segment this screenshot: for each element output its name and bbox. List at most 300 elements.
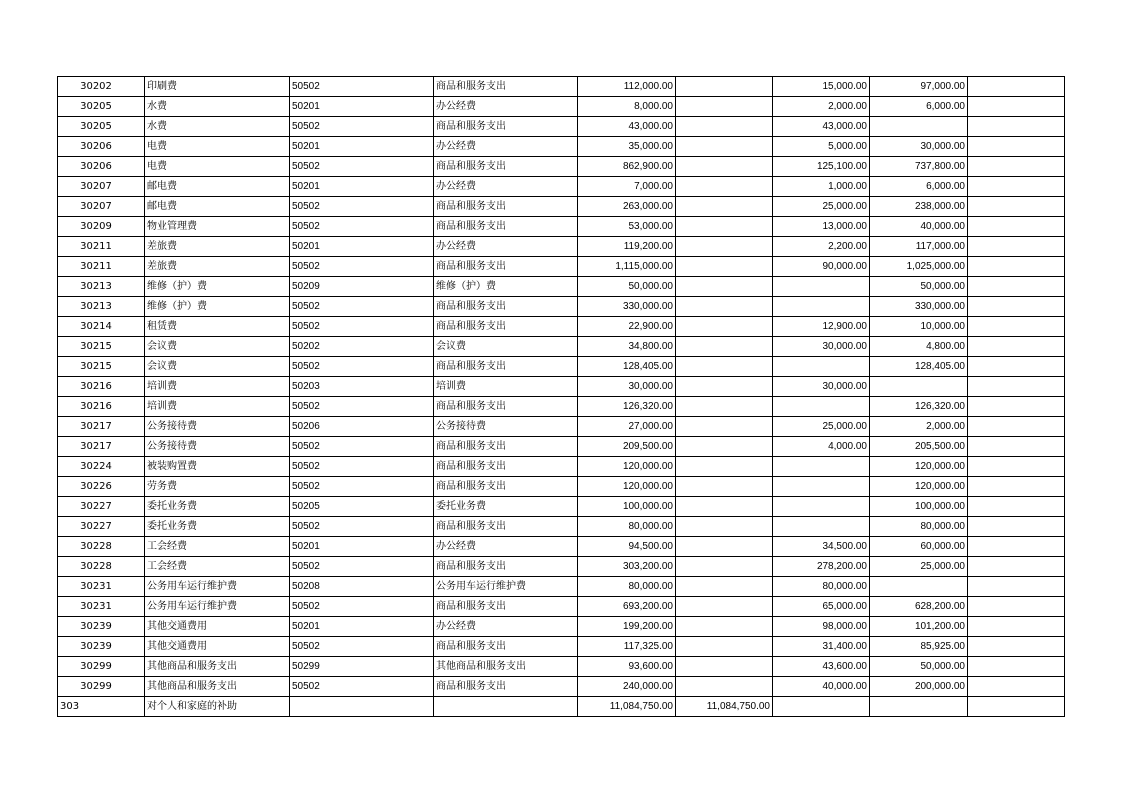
func-name-cell: 商品和服务支出 xyxy=(434,77,578,97)
econ-code-cell: 30228 xyxy=(58,557,145,577)
amount-col7-cell xyxy=(773,457,870,477)
table-row xyxy=(58,237,1065,257)
econ-code-cell: 30213 xyxy=(58,297,145,317)
econ-name-cell: 工会经费 xyxy=(145,537,290,557)
amount-col6-cell xyxy=(676,397,773,417)
amount-col7-cell: 80,000.00 xyxy=(773,577,870,597)
amount-col9-cell xyxy=(968,117,1065,137)
econ-name-cell: 邮电费 xyxy=(145,177,290,197)
amount-col8-cell: 4,800.00 xyxy=(870,337,968,357)
func-code-cell: 50201 xyxy=(290,97,434,117)
func-name-cell: 培训费 xyxy=(434,377,578,397)
amount-col7-cell xyxy=(773,357,870,377)
econ-code-cell: 30227 xyxy=(58,517,145,537)
table-row xyxy=(58,217,1065,237)
table-row xyxy=(58,577,1065,597)
amount-col9-cell xyxy=(968,437,1065,457)
func-code-cell: 50502 xyxy=(290,397,434,417)
amount-col8-cell: 120,000.00 xyxy=(870,457,968,477)
table-row xyxy=(58,617,1065,637)
func-name-cell: 商品和服务支出 xyxy=(434,397,578,417)
func-code-cell: 50206 xyxy=(290,417,434,437)
econ-name-cell: 委托业务费 xyxy=(145,517,290,537)
func-name-cell: 商品和服务支出 xyxy=(434,477,578,497)
amount-col7-cell: 30,000.00 xyxy=(773,337,870,357)
amount-col9-cell xyxy=(968,277,1065,297)
econ-name-cell: 会议费 xyxy=(145,357,290,377)
amount-col6-cell xyxy=(676,477,773,497)
table-row xyxy=(58,437,1065,457)
amount-col8-cell: 100,000.00 xyxy=(870,497,968,517)
table-row xyxy=(58,697,1065,717)
total-amount-cell: 11,084,750.00 xyxy=(578,697,676,717)
amount-col8-cell xyxy=(870,577,968,597)
econ-code-cell: 30209 xyxy=(58,217,145,237)
total-amount-cell: 43,000.00 xyxy=(578,117,676,137)
amount-col6-cell xyxy=(676,357,773,377)
amount-col8-cell: 85,925.00 xyxy=(870,637,968,657)
func-name-cell: 商品和服务支出 xyxy=(434,217,578,237)
amount-col7-cell: 25,000.00 xyxy=(773,417,870,437)
func-code-cell: 50201 xyxy=(290,177,434,197)
total-amount-cell: 303,200.00 xyxy=(578,557,676,577)
amount-col8-cell: 30,000.00 xyxy=(870,137,968,157)
amount-col8-cell: 628,200.00 xyxy=(870,597,968,617)
func-code-cell: 50502 xyxy=(290,117,434,137)
amount-col8-cell: 50,000.00 xyxy=(870,657,968,677)
total-amount-cell: 8,000.00 xyxy=(578,97,676,117)
econ-name-cell: 差旅费 xyxy=(145,257,290,277)
econ-name-cell: 维修（护）费 xyxy=(145,277,290,297)
func-name-cell: 商品和服务支出 xyxy=(434,197,578,217)
amount-col7-cell xyxy=(773,297,870,317)
total-amount-cell: 50,000.00 xyxy=(578,277,676,297)
table-row xyxy=(58,597,1065,617)
func-code-cell: 50502 xyxy=(290,517,434,537)
econ-code-cell: 30216 xyxy=(58,377,145,397)
econ-code-cell: 30206 xyxy=(58,157,145,177)
econ-code-cell: 30215 xyxy=(58,337,145,357)
total-amount-cell: 240,000.00 xyxy=(578,677,676,697)
total-amount-cell: 30,000.00 xyxy=(578,377,676,397)
total-amount-cell: 80,000.00 xyxy=(578,577,676,597)
table-row xyxy=(58,77,1065,97)
table-row xyxy=(58,417,1065,437)
amount-col6-cell xyxy=(676,77,773,97)
amount-col7-cell: 43,000.00 xyxy=(773,117,870,137)
econ-name-cell: 公务用车运行维护费 xyxy=(145,577,290,597)
amount-col9-cell xyxy=(968,157,1065,177)
amount-col7-cell: 278,200.00 xyxy=(773,557,870,577)
total-amount-cell: 330,000.00 xyxy=(578,297,676,317)
amount-col9-cell xyxy=(968,377,1065,397)
amount-col9-cell xyxy=(968,617,1065,637)
econ-name-cell: 电费 xyxy=(145,157,290,177)
econ-name-cell: 印刷费 xyxy=(145,77,290,97)
amount-col6-cell xyxy=(676,137,773,157)
func-code-cell: 50502 xyxy=(290,557,434,577)
func-code-cell: 50299 xyxy=(290,657,434,677)
amount-col7-cell xyxy=(773,477,870,497)
amount-col7-cell: 15,000.00 xyxy=(773,77,870,97)
func-name-cell: 维修（护）费 xyxy=(434,277,578,297)
func-name-cell: 商品和服务支出 xyxy=(434,637,578,657)
amount-col8-cell: 60,000.00 xyxy=(870,537,968,557)
econ-code-cell: 30207 xyxy=(58,197,145,217)
func-name-cell: 办公经费 xyxy=(434,537,578,557)
amount-col8-cell: 10,000.00 xyxy=(870,317,968,337)
econ-name-cell: 培训费 xyxy=(145,397,290,417)
econ-name-cell: 培训费 xyxy=(145,377,290,397)
amount-col8-cell: 101,200.00 xyxy=(870,617,968,637)
amount-col9-cell xyxy=(968,237,1065,257)
amount-col8-cell: 238,000.00 xyxy=(870,197,968,217)
func-name-cell: 商品和服务支出 xyxy=(434,357,578,377)
econ-code-cell: 30217 xyxy=(58,437,145,457)
table-row xyxy=(58,197,1065,217)
econ-code-cell: 30239 xyxy=(58,617,145,637)
total-amount-cell: 693,200.00 xyxy=(578,597,676,617)
func-code-cell: 50502 xyxy=(290,297,434,317)
amount-col7-cell: 2,000.00 xyxy=(773,97,870,117)
econ-name-cell: 劳务费 xyxy=(145,477,290,497)
amount-col9-cell xyxy=(968,537,1065,557)
table-row xyxy=(58,497,1065,517)
econ-code-cell: 30205 xyxy=(58,117,145,137)
func-name-cell: 商品和服务支出 xyxy=(434,297,578,317)
econ-name-cell: 维修（护）费 xyxy=(145,297,290,317)
amount-col8-cell: 40,000.00 xyxy=(870,217,968,237)
table-row xyxy=(58,557,1065,577)
amount-col9-cell xyxy=(968,657,1065,677)
func-name-cell: 办公经费 xyxy=(434,617,578,637)
amount-col8-cell: 126,320.00 xyxy=(870,397,968,417)
func-code-cell: 50209 xyxy=(290,277,434,297)
total-amount-cell: 7,000.00 xyxy=(578,177,676,197)
amount-col8-cell: 6,000.00 xyxy=(870,97,968,117)
total-amount-cell: 119,200.00 xyxy=(578,237,676,257)
func-name-cell: 商品和服务支出 xyxy=(434,157,578,177)
func-name-cell: 委托业务费 xyxy=(434,497,578,517)
amount-col6-cell xyxy=(676,157,773,177)
amount-col7-cell: 5,000.00 xyxy=(773,137,870,157)
econ-name-cell: 电费 xyxy=(145,137,290,157)
amount-col7-cell: 1,000.00 xyxy=(773,177,870,197)
econ-code-cell: 30224 xyxy=(58,457,145,477)
total-amount-cell: 94,500.00 xyxy=(578,537,676,557)
total-amount-cell: 53,000.00 xyxy=(578,217,676,237)
econ-name-cell: 会议费 xyxy=(145,337,290,357)
amount-col8-cell: 6,000.00 xyxy=(870,177,968,197)
total-amount-cell: 126,320.00 xyxy=(578,397,676,417)
func-name-cell: 办公经费 xyxy=(434,237,578,257)
total-amount-cell: 209,500.00 xyxy=(578,437,676,457)
total-amount-cell: 34,800.00 xyxy=(578,337,676,357)
amount-col6-cell xyxy=(676,677,773,697)
func-code-cell: 50502 xyxy=(290,457,434,477)
table-row xyxy=(58,517,1065,537)
total-amount-cell: 93,600.00 xyxy=(578,657,676,677)
amount-col9-cell xyxy=(968,317,1065,337)
total-amount-cell: 80,000.00 xyxy=(578,517,676,537)
func-name-cell: 会议费 xyxy=(434,337,578,357)
econ-code-cell: 30211 xyxy=(58,257,145,277)
amount-col9-cell xyxy=(968,77,1065,97)
econ-code-cell: 30217 xyxy=(58,417,145,437)
econ-code-cell: 30231 xyxy=(58,577,145,597)
econ-name-cell: 委托业务费 xyxy=(145,497,290,517)
func-name-cell: 商品和服务支出 xyxy=(434,557,578,577)
econ-code-cell: 30214 xyxy=(58,317,145,337)
amount-col9-cell xyxy=(968,137,1065,157)
amount-col6-cell xyxy=(676,437,773,457)
amount-col9-cell xyxy=(968,637,1065,657)
econ-code-cell: 30211 xyxy=(58,237,145,257)
func-name-cell: 公务接待费 xyxy=(434,417,578,437)
econ-name-cell: 对个人和家庭的补助 xyxy=(145,697,290,717)
amount-col7-cell: 12,900.00 xyxy=(773,317,870,337)
amount-col7-cell: 2,200.00 xyxy=(773,237,870,257)
func-code-cell: 50201 xyxy=(290,237,434,257)
amount-col8-cell: 128,405.00 xyxy=(870,357,968,377)
econ-code-cell: 30206 xyxy=(58,137,145,157)
amount-col6-cell xyxy=(676,457,773,477)
amount-col9-cell xyxy=(968,217,1065,237)
func-name-cell: 商品和服务支出 xyxy=(434,597,578,617)
amount-col8-cell xyxy=(870,377,968,397)
amount-col8-cell xyxy=(870,697,968,717)
econ-name-cell: 工会经费 xyxy=(145,557,290,577)
func-code-cell: 50502 xyxy=(290,197,434,217)
total-amount-cell: 1,115,000.00 xyxy=(578,257,676,277)
econ-code-cell: 30216 xyxy=(58,397,145,417)
econ-code-cell: 30231 xyxy=(58,597,145,617)
table-row xyxy=(58,657,1065,677)
amount-col9-cell xyxy=(968,557,1065,577)
amount-col7-cell: 31,400.00 xyxy=(773,637,870,657)
amount-col7-cell: 25,000.00 xyxy=(773,197,870,217)
func-name-cell: 商品和服务支出 xyxy=(434,517,578,537)
amount-col8-cell: 205,500.00 xyxy=(870,437,968,457)
amount-col9-cell xyxy=(968,597,1065,617)
amount-col6-cell xyxy=(676,617,773,637)
amount-col6-cell xyxy=(676,377,773,397)
amount-col7-cell: 4,000.00 xyxy=(773,437,870,457)
amount-col9-cell xyxy=(968,697,1065,717)
amount-col6-cell: 11,084,750.00 xyxy=(676,697,773,717)
func-code-cell: 50502 xyxy=(290,477,434,497)
table-row xyxy=(58,677,1065,697)
table-row xyxy=(58,97,1065,117)
amount-col8-cell xyxy=(870,117,968,137)
func-code-cell: 50205 xyxy=(290,497,434,517)
econ-code-cell: 30205 xyxy=(58,97,145,117)
func-code-cell: 50202 xyxy=(290,337,434,357)
amount-col9-cell xyxy=(968,457,1065,477)
econ-name-cell: 公务接待费 xyxy=(145,417,290,437)
amount-col9-cell xyxy=(968,197,1065,217)
amount-col9-cell xyxy=(968,517,1065,537)
econ-name-cell: 其他交通费用 xyxy=(145,617,290,637)
amount-col6-cell xyxy=(676,177,773,197)
amount-col6-cell xyxy=(676,597,773,617)
amount-col6-cell xyxy=(676,417,773,437)
table-row xyxy=(58,637,1065,657)
amount-col8-cell: 117,000.00 xyxy=(870,237,968,257)
amount-col8-cell: 737,800.00 xyxy=(870,157,968,177)
amount-col8-cell: 2,000.00 xyxy=(870,417,968,437)
table-row xyxy=(58,357,1065,377)
econ-code-cell: 30299 xyxy=(58,677,145,697)
econ-name-cell: 公务用车运行维护费 xyxy=(145,597,290,617)
amount-col6-cell xyxy=(676,337,773,357)
func-code-cell: 50502 xyxy=(290,257,434,277)
econ-name-cell: 租赁费 xyxy=(145,317,290,337)
table-row xyxy=(58,537,1065,557)
total-amount-cell: 112,000.00 xyxy=(578,77,676,97)
table-row xyxy=(58,477,1065,497)
table-row xyxy=(58,337,1065,357)
total-amount-cell: 120,000.00 xyxy=(578,457,676,477)
table-row xyxy=(58,177,1065,197)
func-code-cell: 50201 xyxy=(290,537,434,557)
amount-col7-cell xyxy=(773,397,870,417)
func-name-cell: 办公经费 xyxy=(434,177,578,197)
amount-col6-cell xyxy=(676,237,773,257)
func-code-cell: 50502 xyxy=(290,77,434,97)
econ-code-cell: 30215 xyxy=(58,357,145,377)
table-row xyxy=(58,317,1065,337)
econ-name-cell: 其他交通费用 xyxy=(145,637,290,657)
table-row xyxy=(58,457,1065,477)
total-amount-cell: 35,000.00 xyxy=(578,137,676,157)
amount-col6-cell xyxy=(676,517,773,537)
table-row xyxy=(58,277,1065,297)
func-name-cell: 商品和服务支出 xyxy=(434,257,578,277)
econ-code-cell: 30207 xyxy=(58,177,145,197)
amount-col8-cell: 200,000.00 xyxy=(870,677,968,697)
amount-col7-cell: 40,000.00 xyxy=(773,677,870,697)
amount-col7-cell xyxy=(773,497,870,517)
func-name-cell: 其他商品和服务支出 xyxy=(434,657,578,677)
amount-col8-cell: 120,000.00 xyxy=(870,477,968,497)
total-amount-cell: 263,000.00 xyxy=(578,197,676,217)
amount-col7-cell xyxy=(773,277,870,297)
total-amount-cell: 199,200.00 xyxy=(578,617,676,637)
econ-name-cell: 水费 xyxy=(145,97,290,117)
amount-col9-cell xyxy=(968,297,1065,317)
total-amount-cell: 22,900.00 xyxy=(578,317,676,337)
total-amount-cell: 120,000.00 xyxy=(578,477,676,497)
amount-col7-cell: 65,000.00 xyxy=(773,597,870,617)
func-code-cell: 50502 xyxy=(290,677,434,697)
total-amount-cell: 117,325.00 xyxy=(578,637,676,657)
func-code-cell: 50502 xyxy=(290,437,434,457)
amount-col8-cell: 330,000.00 xyxy=(870,297,968,317)
amount-col8-cell: 1,025,000.00 xyxy=(870,257,968,277)
func-code-cell: 50208 xyxy=(290,577,434,597)
econ-code-cell: 303 xyxy=(58,697,145,717)
amount-col6-cell xyxy=(676,297,773,317)
amount-col9-cell xyxy=(968,97,1065,117)
amount-col9-cell xyxy=(968,577,1065,597)
func-code-cell: 50201 xyxy=(290,137,434,157)
amount-col6-cell xyxy=(676,657,773,677)
amount-col6-cell xyxy=(676,557,773,577)
econ-code-cell: 30227 xyxy=(58,497,145,517)
amount-col7-cell: 90,000.00 xyxy=(773,257,870,277)
total-amount-cell: 100,000.00 xyxy=(578,497,676,517)
amount-col7-cell xyxy=(773,697,870,717)
amount-col7-cell: 34,500.00 xyxy=(773,537,870,557)
func-code-cell: 50502 xyxy=(290,217,434,237)
econ-name-cell: 其他商品和服务支出 xyxy=(145,677,290,697)
func-code-cell: 50201 xyxy=(290,617,434,637)
func-name-cell: 办公经费 xyxy=(434,137,578,157)
amount-col8-cell: 25,000.00 xyxy=(870,557,968,577)
amount-col6-cell xyxy=(676,577,773,597)
table-row xyxy=(58,377,1065,397)
econ-name-cell: 被装购置费 xyxy=(145,457,290,477)
econ-name-cell: 邮电费 xyxy=(145,197,290,217)
amount-col8-cell: 80,000.00 xyxy=(870,517,968,537)
amount-col9-cell xyxy=(968,177,1065,197)
amount-col9-cell xyxy=(968,337,1065,357)
func-name-cell: 商品和服务支出 xyxy=(434,677,578,697)
func-code-cell: 50502 xyxy=(290,637,434,657)
func-code-cell: 50203 xyxy=(290,377,434,397)
econ-name-cell: 水费 xyxy=(145,117,290,137)
amount-col7-cell: 125,100.00 xyxy=(773,157,870,177)
func-name-cell: 公务用车运行维护费 xyxy=(434,577,578,597)
amount-col7-cell: 98,000.00 xyxy=(773,617,870,637)
table-row xyxy=(58,297,1065,317)
amount-col6-cell xyxy=(676,97,773,117)
amount-col6-cell xyxy=(676,257,773,277)
econ-code-cell: 30239 xyxy=(58,637,145,657)
func-code-cell: 50502 xyxy=(290,597,434,617)
total-amount-cell: 27,000.00 xyxy=(578,417,676,437)
amount-col7-cell: 43,600.00 xyxy=(773,657,870,677)
econ-code-cell: 30202 xyxy=(58,77,145,97)
amount-col6-cell xyxy=(676,197,773,217)
func-name-cell: 商品和服务支出 xyxy=(434,117,578,137)
amount-col9-cell xyxy=(968,497,1065,517)
econ-code-cell: 30213 xyxy=(58,277,145,297)
amount-col6-cell xyxy=(676,277,773,297)
func-name-cell: 商品和服务支出 xyxy=(434,317,578,337)
table-row xyxy=(58,137,1065,157)
amount-col6-cell xyxy=(676,217,773,237)
total-amount-cell: 128,405.00 xyxy=(578,357,676,377)
amount-col6-cell xyxy=(676,117,773,137)
func-code-cell: 50502 xyxy=(290,317,434,337)
amount-col6-cell xyxy=(676,317,773,337)
func-code-cell: 50502 xyxy=(290,157,434,177)
amount-col9-cell xyxy=(968,357,1065,377)
table-row xyxy=(58,157,1065,177)
amount-col9-cell xyxy=(968,417,1065,437)
econ-name-cell: 物业管理费 xyxy=(145,217,290,237)
econ-code-cell: 30226 xyxy=(58,477,145,497)
econ-name-cell: 差旅费 xyxy=(145,237,290,257)
func-name-cell xyxy=(434,697,578,717)
amount-col7-cell: 30,000.00 xyxy=(773,377,870,397)
table-row xyxy=(58,257,1065,277)
econ-code-cell: 30228 xyxy=(58,537,145,557)
func-name-cell: 商品和服务支出 xyxy=(434,457,578,477)
amount-col7-cell xyxy=(773,517,870,537)
